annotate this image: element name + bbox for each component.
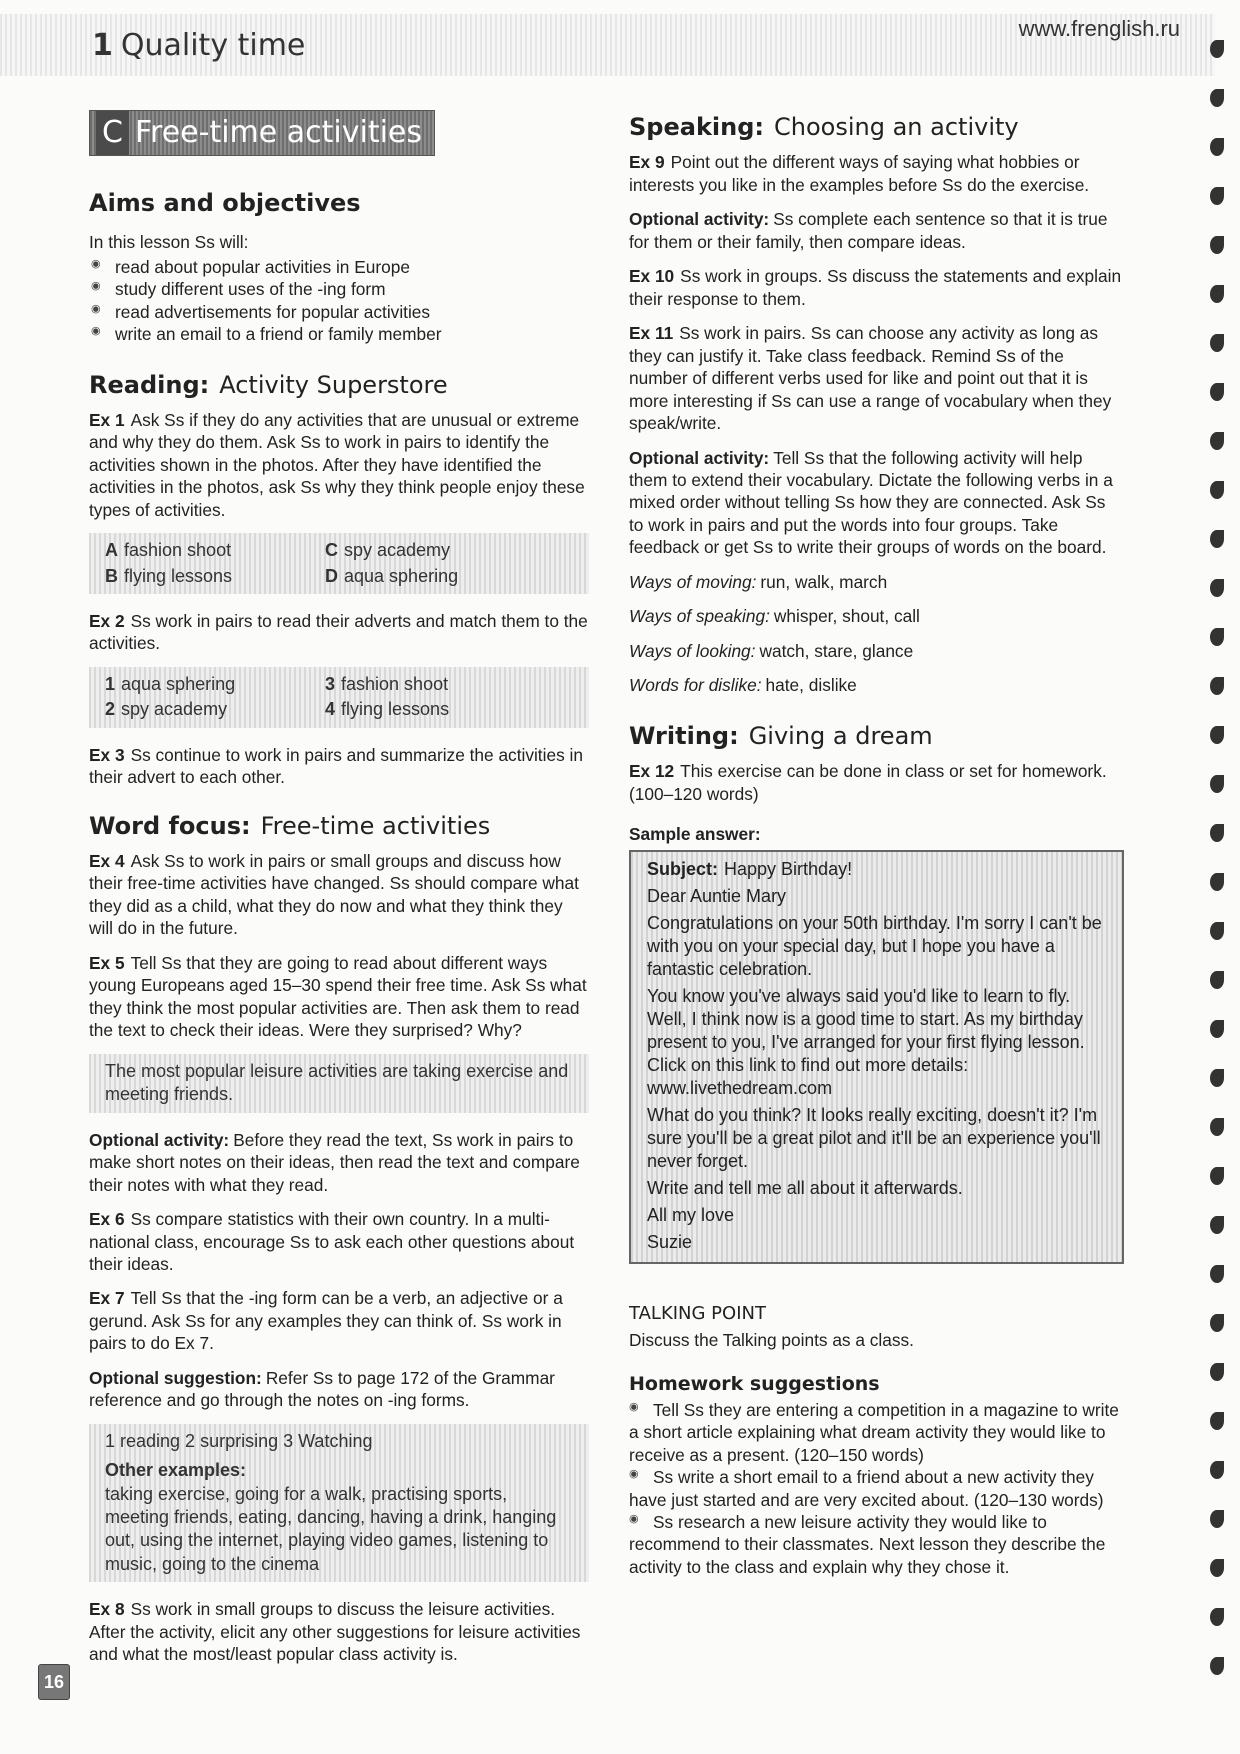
ex7-answers [89,1424,589,1582]
ex6 [89,1208,589,1275]
email-greeting: Dear Auntie Mary [647,885,787,906]
ex4-label: Ex 4 [89,850,125,871]
word-focus-label: Word focus: [89,811,251,840]
email-paragraph: Write and tell me all about it afterwards. [647,1177,963,1198]
optional-activity-text: Tell Ss that the following activity will help them to extend their vocabulary. Dictate the following verbs in a mixed order without telling Ss how they are connected. Ask Ss to work in pairs and put the words into four groups. Take feedback or get Ss to write their groups of words on the board. [629,447,1113,558]
binding-hole [1210,1069,1224,1087]
ex2-label: Ex 2 [89,611,125,631]
ex7-text: Tell Ss that the -ing form can be a verb, an adjective or a gerund. Ask Ss for any examples they can think of. Ss work in pairs to do Ex 7. [89,1288,563,1354]
aims-item: ◉ write an email to a friend or family member [89,323,589,345]
optional-activity-label: Optional activity: [89,1129,230,1150]
ex3-label: Ex 3 [89,744,125,765]
binding-hole [1210,775,1224,793]
optional-activity [89,1129,589,1196]
answer-key: 2 [105,699,116,720]
optional-suggestion-label: Optional suggestion: [89,1367,262,1388]
ex12-label: Ex 12 [629,761,675,782]
answer-value: flying lessons [341,699,450,720]
binding-hole [1210,1216,1224,1234]
aims-item: ◉ read about popular activities in Europe [89,256,589,278]
speaking-title: Choosing an activity [774,113,1019,141]
sample-answer-label: Sample answer: [629,824,761,845]
binding-hole [1210,1363,1224,1381]
word-group-label: Ways of looking: [629,640,756,661]
word-group [629,674,1124,696]
ex10-text: Ss work in groups. Ss discuss the statements and explain their response to them. [629,266,1122,309]
ex6-label: Ex 6 [89,1209,125,1230]
binding-hole [1210,334,1224,352]
word-group [629,571,1124,593]
binding-hole [1210,432,1224,450]
lesson-title: Free-time activities [134,115,423,150]
binding-hole [1210,1167,1224,1185]
optional-activity-label: Optional activity: [629,209,770,230]
binding-hole [1210,1461,1224,1479]
binding-holes [1206,40,1232,1740]
ex10 [629,265,1124,310]
email-subject [647,858,1106,881]
answer-item [105,539,325,562]
ex2 [89,610,589,655]
word-focus-title: Free-time activities [260,811,491,840]
writing-label: Writing: [629,721,739,750]
ex4 [89,850,589,940]
binding-hole [1210,481,1224,499]
answer-key: D [325,565,338,586]
homework-list [629,1399,1124,1579]
binding-hole [1210,726,1224,744]
homework-item: ◉ Ss write a short email to a friend about a new activity they have just started and are very excited about. (120–130 words) [629,1466,1124,1511]
word-group-label: Words for dislike: [629,675,762,696]
answer-item [105,698,325,721]
ex1-label: Ex 1 [89,409,125,430]
ex9 [629,151,1124,196]
binding-hole [1210,579,1224,597]
ex10-label: Ex 10 [629,266,675,287]
ex7-answer-list: 1 reading 2 surprising 3 Watching [105,1430,373,1451]
binding-hole [1210,1510,1224,1528]
answer-key: B [105,565,118,586]
homework-heading: Homework suggestions [629,1372,880,1395]
word-group-words: run, walk, march [760,571,888,592]
aims-item: ◉ study different uses of the -ing form [89,278,589,300]
answer-item [325,698,573,721]
ex6-text: Ss compare statistics with their own country. In a multi-national class, encourage Ss to ask each other questions about their ideas. [89,1209,575,1274]
answer-value: aqua sphering [121,673,236,694]
email-paragraph: Congratulations on your 50th birthday. I'm sorry I can't be with you on your special day, but I hope you have a fantastic celebration. [647,912,1102,979]
optional-activity-text: Before they read the text, Ss work in pairs to make short notes on their ideas, then read the text and compare their notes with what they read. [89,1129,580,1195]
answer-item [325,539,573,562]
other-examples-label: Other examples: [105,1460,247,1481]
writing-heading [629,721,1124,752]
ex7 [89,1287,589,1354]
binding-hole [1210,1314,1224,1332]
other-examples-text: taking exercise, going for a walk, practising sports, meeting friends, eating, dancing, having a drink, hanging out, using the internet, playing video games, listening to music, going to the cinema [105,1483,557,1574]
answer-item [325,565,573,588]
talking-point-text: Discuss the Talking points as a class. [629,1330,914,1351]
answer-value: flying lessons [124,565,233,586]
email-paragraph: What do you think? It looks really exciting, doesn't it? I'm sure you'll be a great pilot and it'll be an experience you'll never forget. [647,1104,1101,1171]
ex3 [89,744,589,789]
binding-hole [1210,873,1224,891]
aims-intro: In this lesson Ss will: [89,232,249,253]
ex12 [629,760,1124,805]
optional-suggestion-text: Refer Ss to page 172 of the Grammar reference and go through the notes on -ing forms. [89,1367,555,1411]
email-paragraph: You know you've always said you'd like to learn to fly. Well, I think now is a good time to start. As my birthday present to you, I've arranged for your first flying lesson. Click on this link to find out more details: www.livethedream.com [647,985,1085,1098]
optional-activity-label: Optional activity: [629,447,770,468]
reading-title: Activity Superstore [219,370,448,399]
unit-title-text: Quality time [120,28,306,63]
aims-list [89,256,589,346]
binding-hole [1210,628,1224,646]
binding-hole [1210,1118,1224,1136]
answer-key: 4 [325,699,336,720]
word-group [629,640,1124,662]
word-group-label: Ways of speaking: [629,606,770,627]
lesson-banner [89,110,435,156]
answer-value: fashion shoot [341,673,449,694]
reading-label: Reading: [89,370,210,399]
answer-item [105,673,325,696]
binding-hole [1210,89,1224,107]
ex5-text: Tell Ss that they are going to read about different ways young Europeans aged 15–30 spend their free time. Ask Ss what they think the most popular activities are. Then ask them to read the text to check their ideas. Were they surprised? Why? [89,952,587,1041]
answer-item [105,565,325,588]
unit-number: 1 [92,28,113,63]
answer-value: spy academy [344,540,451,561]
optional-activity-2 [629,447,1124,559]
binding-hole [1210,530,1224,548]
binding-hole [1210,383,1224,401]
unit-title [92,28,305,63]
page-number: 16 [38,1664,70,1700]
binding-hole [1210,236,1224,254]
answer-value: spy academy [121,699,228,720]
email-subject-label: Subject: [647,858,719,879]
binding-hole [1210,1657,1224,1675]
ex9-label: Ex 9 [629,152,665,173]
ex2-text: Ss work in pairs to read their adverts and match them to the activities. [89,611,588,654]
optional-activity [629,208,1124,253]
answer-key: 3 [325,673,336,694]
ex5-label: Ex 5 [89,952,125,973]
ex2-answers [89,667,589,728]
answer-value: aqua sphering [344,565,459,586]
ex11 [629,322,1124,434]
email-closing: All my love [647,1204,735,1225]
ex5-answer: The most popular leisure activities are taking exercise and meeting friends. [89,1054,589,1113]
answer-key: C [325,540,338,561]
homework-item: ◉ Tell Ss they are entering a competition in a magazine to write a short article explaining what dream activity they would like to receive as a present. (120–150 words) [629,1399,1124,1466]
binding-hole [1210,922,1224,940]
ex1-answers [89,533,589,594]
binding-hole [1210,1020,1224,1038]
writing-title: Giving a dream [748,721,933,750]
word-focus-heading [89,811,589,842]
aims-item: ◉ read advertisements for popular activities [89,301,589,323]
binding-hole [1210,40,1224,58]
binding-hole [1210,1412,1224,1430]
ex8-text: Ss work in small groups to discuss the leisure activities. After the activity, elicit any other suggestions for leisure activities and what the most/least popular class activity is. [89,1599,581,1665]
talking-point-heading: TALKING POINT [629,1303,766,1325]
left-column [89,110,589,1678]
binding-hole [1210,1265,1224,1283]
word-group-words: hate, dislike [765,675,857,696]
ex11-text: Ss work in pairs. Ss can choose any activity as long as they can justify it. Take class feedback. Remind Ss of the number of different verbs used for like and point out that it is more interesting if Ss can use a range of vocabulary when they speak/write. [629,323,1112,434]
answer-value: fashion shoot [124,540,232,561]
aims-heading: Aims and objectives [89,189,361,217]
word-group-words: watch, stare, glance [759,640,914,661]
binding-hole [1210,971,1224,989]
site-url[interactable]: www.frenglish.ru [1018,16,1180,41]
ex8-label: Ex 8 [89,1599,125,1620]
binding-hole [1210,824,1224,842]
speaking-label: Speaking: [629,113,764,141]
ex1-text: Ask Ss if they do any activities that are unusual or extreme and why they do them. Ask Ss to work in pairs to identify the activities shown in the photos. After they have identified the activities in the photos, ask Ss why they think people enjoy these types of activities. [89,409,585,520]
ex7-label: Ex 7 [89,1288,125,1309]
answer-key: A [105,540,118,561]
ex1 [89,409,589,521]
binding-hole [1210,1608,1224,1626]
binding-hole [1210,285,1224,303]
ex3-text: Ss continue to work in pairs and summarize the activities in their advert to each other. [89,744,583,788]
homework-item: ◉ Ss research a new leisure activity they would like to recommend to their classmates. Next lesson they describe the activity to the class and explain why they chose it. [629,1511,1124,1578]
binding-hole [1210,138,1224,156]
reading-heading [89,370,589,401]
binding-hole [1210,677,1224,695]
ex5 [89,952,589,1042]
answer-item [325,673,573,696]
binding-hole [1210,187,1224,205]
ex12-text: This exercise can be done in class or set for homework. (100–120 words) [629,761,1107,804]
ex8 [89,1598,589,1665]
ex11-label: Ex 11 [629,323,674,344]
email-signature: Suzie [647,1231,693,1252]
ex4-text: Ask Ss to work in pairs or small groups and discuss how their free-time activities have changed. Ss should compare what they did as a child, what they do now and what they think they will do in the future. [89,850,579,939]
speaking-heading [629,112,1124,143]
lesson-letter: C [96,111,129,155]
ex9-text: Point out the different ways of saying what hobbies or interests you like in the examples before Ss do the exercise. [629,152,1090,195]
answer-key: 1 [105,673,116,694]
word-group-label: Ways of moving: [629,571,757,592]
word-group [629,605,1124,627]
binding-hole [1210,1559,1224,1577]
word-group-words: whisper, shout, call [773,606,920,627]
email-subject-text: Happy Birthday! [724,858,853,879]
right-column [629,110,1124,1578]
sample-email [629,850,1124,1265]
optional-activity-text: Ss complete each sentence so that it is true for them or their family, then compare ideas. [629,209,1108,252]
optional-suggestion [89,1367,589,1412]
